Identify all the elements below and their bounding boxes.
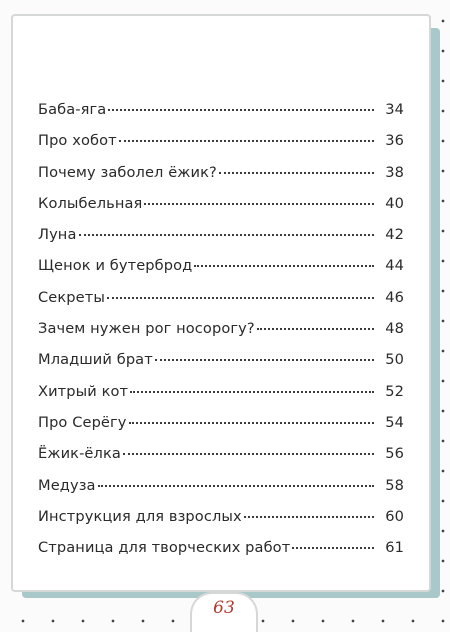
toc-entry-page: 38 (385, 163, 404, 181)
toc-entry-title: Про хобот (38, 132, 117, 150)
dot-leader (244, 516, 374, 518)
dot-leader (79, 234, 375, 236)
toc-entry-title: Хитрый кот (38, 382, 129, 400)
toc-entry-title: Баба-яга (38, 101, 107, 118)
toc-entry-page: 34 (385, 101, 404, 118)
page-number: 63 (213, 598, 235, 618)
dot-leader (144, 203, 374, 205)
toc-entry-title: Медуза (38, 476, 96, 494)
toc-entry-title: Зачем нужен рог носорогу? (38, 320, 255, 338)
toc-entry-page: 52 (385, 382, 404, 400)
dot-leader (219, 172, 374, 174)
toc-entry-title: Страница для творческих работ (38, 539, 291, 557)
toc-entry[interactable] (38, 414, 404, 445)
toc-entry-page: 44 (385, 257, 404, 275)
toc-entry[interactable] (38, 477, 404, 508)
toc-entry-title: Почему заболел ёжик? (38, 163, 217, 181)
toc-entry[interactable] (38, 508, 404, 539)
toc-entry-page: 40 (385, 194, 404, 212)
dot-leader (155, 359, 374, 361)
toc-entry[interactable] (38, 445, 404, 476)
toc-entry[interactable] (38, 383, 404, 414)
toc-entry-page: 42 (385, 226, 404, 244)
toc-entry-page: 50 (385, 351, 404, 369)
toc-entry-title: Инструкция для взрослых (38, 507, 242, 525)
toc-entry-page: 48 (385, 320, 404, 338)
dot-leader (98, 485, 374, 487)
toc-entry[interactable] (38, 226, 404, 257)
toc-entry-title: Колыбельная (38, 194, 143, 212)
toc-entry-page: 54 (385, 413, 404, 431)
toc-entry[interactable] (38, 351, 404, 382)
toc-entry-title: Секреты (38, 288, 105, 306)
dot-leader (108, 109, 374, 111)
dot-leader (257, 328, 374, 330)
toc-entry[interactable] (38, 539, 404, 570)
toc-entry[interactable] (38, 195, 404, 226)
toc-entry-page: 60 (385, 507, 404, 525)
toc-entry-title: Младший брат (38, 351, 153, 369)
toc-entry-title: Ёжик-ёлка (38, 445, 121, 463)
toc-entry-page: 58 (385, 476, 404, 494)
dot-leader (123, 453, 374, 455)
toc-entry-page: 61 (385, 539, 404, 557)
dot-leader (107, 297, 374, 299)
dot-leader (119, 140, 374, 142)
toc-entry[interactable] (38, 320, 404, 351)
table-of-contents (38, 101, 404, 570)
toc-entry-page: 46 (385, 288, 404, 306)
toc-entry-title: Про Серёгу (38, 413, 127, 431)
toc-entry-title: Щенок и бутерброд (38, 257, 193, 275)
toc-entry[interactable] (38, 289, 404, 320)
toc-entry[interactable] (38, 257, 404, 288)
dot-leader (292, 547, 374, 549)
toc-entry-page: 36 (385, 132, 404, 150)
toc-entry[interactable] (38, 132, 404, 163)
toc-entry-title: Луна (38, 226, 77, 244)
dot-leader (194, 265, 374, 267)
toc-entry[interactable] (38, 164, 404, 195)
toc-entry[interactable] (38, 101, 404, 132)
toc-entry-page: 56 (385, 445, 404, 463)
dot-leader (129, 422, 374, 424)
dot-leader (130, 391, 374, 393)
